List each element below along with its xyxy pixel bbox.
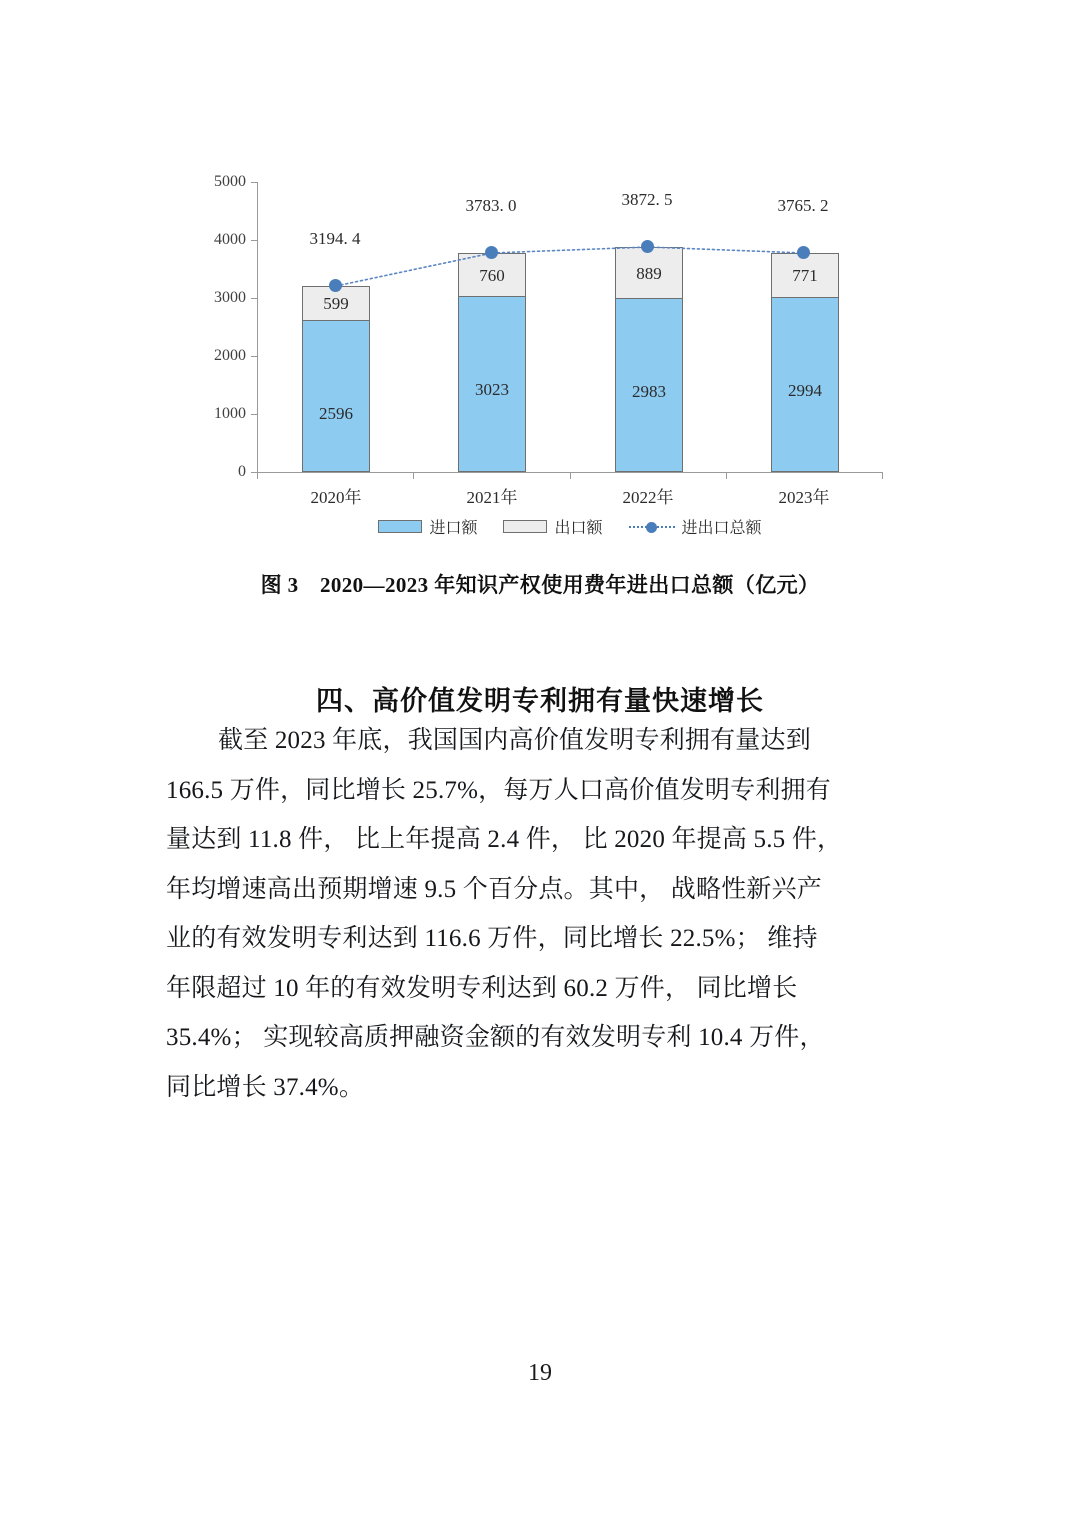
trend-marker-2020[interactable]: [329, 279, 342, 292]
body-line: 35.4%； 实现较高质押融资金额的有效发明专利 10.4 万件，: [166, 1024, 825, 1051]
trend-marker-2022[interactable]: [641, 240, 654, 253]
bar-label-import-2020: 2596: [319, 404, 353, 423]
figure-3-block: [0, 150, 1080, 537]
legend-label-total: 进出口总额: [681, 520, 762, 537]
bar-label-import-2022: 2983: [632, 382, 666, 401]
x-category-2021: 2021年: [466, 488, 518, 507]
x-category-2022: 2022年: [622, 488, 674, 507]
total-label-2023: 3765. 2: [777, 196, 829, 215]
legend-label-import: 进口额: [429, 520, 478, 537]
x-category-2023: 2023年: [778, 488, 830, 507]
bar-label-import-2021: 3023: [475, 380, 509, 399]
legend-item-import[interactable]: [378, 515, 477, 538]
page-number: 19: [528, 1360, 552, 1386]
y-tick-label: 1000: [214, 405, 246, 422]
total-label-2020: 3194. 4: [309, 229, 361, 248]
body-line: 同比增长 37.4%。: [166, 1073, 365, 1101]
body-paragraph: [166, 716, 922, 1112]
body-line: 截至 2023 年底，我国国内高价值发明专利拥有量达到: [218, 727, 811, 754]
body-line: 业的有效发明专利达到 116.6 万件，同比增长 22.5%； 维持: [166, 925, 818, 952]
y-tick-label: 0: [238, 463, 246, 480]
x-axis-category-labels: [257, 483, 883, 509]
legend-swatch-import-icon: [378, 520, 422, 533]
bar-label-export-2020: 599: [323, 294, 349, 313]
legend-item-total[interactable]: [629, 515, 762, 538]
body-line: 166.5 万件，同比增长 25.7%，每万人口高价值发明专利拥有: [166, 776, 831, 804]
y-tick-label: 4000: [214, 231, 246, 248]
body-line: 年均增速高出预期增速 9.5 个百分点。其中， 战略性新兴产: [166, 875, 823, 903]
legend-swatch-total-icon: [629, 520, 675, 533]
total-label-2021: 3783. 0: [465, 196, 517, 215]
bar-label-export-2022: 889: [636, 263, 662, 283]
legend-label-export: 出口额: [554, 520, 603, 537]
x-tick-mark: [257, 473, 258, 479]
x-tick-mark: [726, 473, 727, 479]
y-tick-label: 2000: [214, 347, 246, 364]
bar-label-import-2023: 2994: [788, 381, 822, 400]
trend-marker-2021[interactable]: [485, 246, 498, 259]
x-tick-mark: [570, 473, 571, 479]
figure-caption: 图 3 2020—2023 年知识产权使用费年进出口总额（亿元）: [260, 573, 820, 597]
y-tick-label: 3000: [214, 289, 246, 306]
total-label-2022: 3872. 5: [621, 190, 673, 209]
bar-label-export-2021: 760: [479, 265, 505, 285]
legend-item-export[interactable]: [503, 515, 602, 538]
body-line: 量达到 11.8 件， 比上年提高 2.4 件， 比 2020 年提高 5.5 件，: [166, 826, 843, 853]
legend-swatch-export-icon: [503, 520, 547, 533]
bar-label-export-2023: 771: [792, 266, 818, 285]
total-trend-line: [257, 182, 883, 472]
chart-canvas: [200, 150, 900, 537]
section-heading: 四、高价值发明专利拥有量快速增长: [316, 686, 764, 717]
trend-marker-2023[interactable]: [797, 246, 810, 259]
body-line: 年限超过 10 年的有效发明专利达到 60.2 万件， 同比增长: [166, 974, 798, 1002]
x-tick-mark: [882, 473, 883, 479]
x-category-2020: 2020年: [310, 488, 362, 507]
y-tick-label: 5000: [214, 173, 246, 190]
x-tick-mark: [413, 473, 414, 479]
chart-legend: [257, 515, 883, 538]
